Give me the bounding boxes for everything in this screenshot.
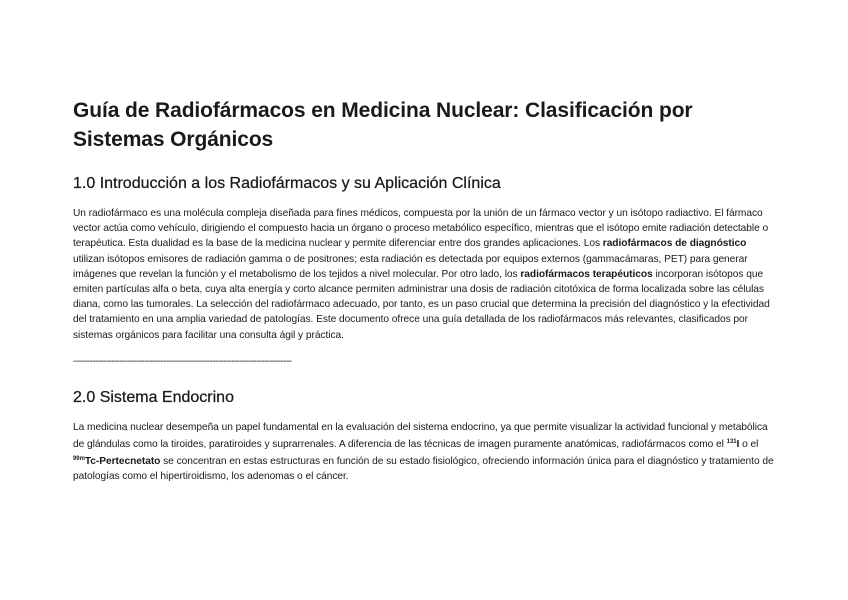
iodine-symbol: I [736, 439, 740, 451]
intro-text-part-3: incorporan isótopos que emiten partículas alfa o beta, cuya alta energía y corto alcance permiten administrar una dosis de radiación citotóxica de forma localizada sobre las células diana, como las tumorales. La selección del radiofármaco adecuado, por tanto, es un paso crucial que determina la precisión del diagnóstico y la efectividad del tratamiento en una amplia variedad de patologías. Este documento ofrece una guía detallada de los radiofármacos más relevantes, clasificados por sistemas orgánicos para facilitar una consulta ágil y práctica. [73, 268, 770, 341]
document-title: Guía de Radiofármacos en Medicina Nuclear: Clasificación por Sistemas Orgánicos [73, 99, 693, 151]
document-content [73, 96, 779, 485]
intro-bold-therapeutic: radiofármacos terapéuticos [520, 268, 653, 280]
section-separator: -------------------------------------------------------------------------------- [73, 355, 292, 367]
iodine-isotope [727, 439, 740, 450]
technetium-name: Tc-Pertecnetato [84, 456, 161, 468]
endocrine-text-part-3: se concentran en estas estructuras en función de su estado fisiológico, ofreciendo información única para el diagnóstico y tratamiento de patologías como el hipertiroidismo, los adenomas o el cáncer. [73, 456, 774, 483]
section-heading-introduction: 1.0 Introducción a los Radiofármacos y su Aplicación Clínica [73, 175, 501, 192]
intro-bold-diagnostic: radiofármacos de diagnóstico [602, 238, 747, 250]
technetium-isotope [73, 456, 160, 467]
endocrine-text-part-1: La medicina nuclear desempeña un papel fundamental en la evaluación del sistema endocrino, ya que permite visualizar la actividad funcional y metabólica de glándulas como la tiroides, paratiroides y suprarrenales. A diferencia de las técnicas de imagen puramente anatómicas, radiofármacos como el [73, 421, 768, 451]
endocrine-paragraph [73, 420, 779, 485]
section-heading-endocrine: 2.0 Sistema Endocrino [73, 388, 234, 406]
endocrine-text-part-2: o el [739, 439, 759, 451]
intro-text-part-1: Un radiofármaco es una molécula compleja diseñada para fines médicos, compuesta por la unión de un fármaco vector y un isótopo radiactivo. El fármaco vector actúa como vehículo, dirigiendo el compuesto hacia un órgano o proceso metabólico específico, mientras que el isótopo emite radiación detectable o terapéutica. Esta dualidad es la base de la medicina nuclear y permite diferenciar entre dos grandes aplicaciones. Los [73, 208, 769, 250]
intro-text-part-2: utilizan isótopos emisores de radiación gamma o de positrones; esta radiación es detectada por equipos externos (gammacámaras, PET) para generar imágenes que revelan la función y el metabolismo de los tejidos a nivel molecular. Por otro lado, los [73, 253, 748, 280]
introduction-paragraph [73, 206, 779, 343]
technetium-mass-number: 99m [73, 456, 85, 463]
iodine-mass-number: 131 [726, 439, 737, 446]
